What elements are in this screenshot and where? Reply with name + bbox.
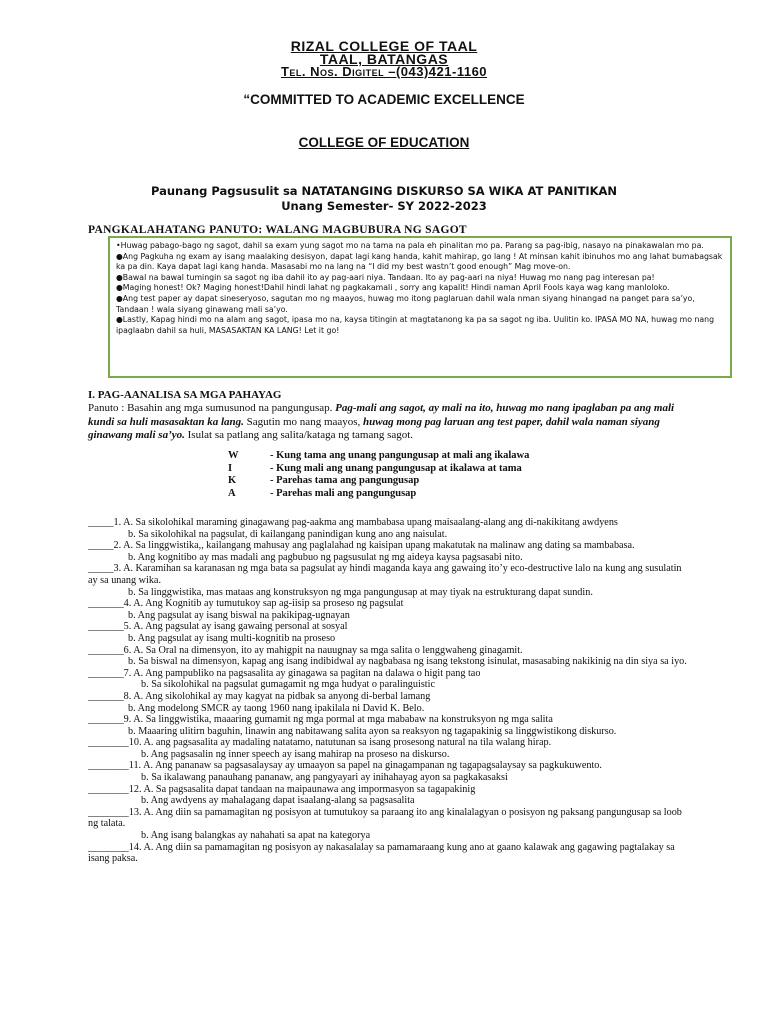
exam-title: Paunang Pagsusulit sa NATATANGING DISKURSO SA WIKA AT PANITIKAN <box>150 184 618 198</box>
reminders-box <box>108 236 732 378</box>
question-item: _______4. A. Ang Kognitib ay tumutukoy sap ag-iisip sa proseso ng pagsulat <box>88 598 404 610</box>
instruction-emphasis: Pag-mali ang sagot, ay mali na ito, huwag mo nang ipaglaban pa ang mali kundi sa huli masasaktan ka lang. <box>88 402 675 428</box>
question-item: b. Sa ikalawang panauhang pananaw, ang pangyayari ay inihahayag ayon sa pagkakasaksi <box>141 772 508 784</box>
legend-row <box>228 463 529 476</box>
question-item: _____1. A. Sa sikolohikal maraming ginagawang pag-aakma ang mambabasa upang maisaalang-alang ang di-nakikitang awdyens <box>88 517 618 528</box>
question-item: ________13. A. Ang diin sa pamamagitan ng posisyon at tumutukoy sa paraang ito ang kinalalagyan o posisyon ng paksang pangungusap sa loob ng talata. <box>88 806 682 830</box>
question-item: _______5. A. Ang pagsulat ay isang gawaing personal at sosyal <box>88 621 348 633</box>
instruction-text: Isulat sa patlang ang salita/kataga ng tamang sagot. <box>184 429 414 441</box>
legend-row <box>228 475 529 488</box>
school-name: RIZAL COLLEGE OF TAAL <box>290 38 478 54</box>
question-item: b. Sa sikolohikal na pagsulat gumagamit ng mga hudyat o paralinguistic <box>141 679 435 691</box>
reminder-note: ●Maging honest! Ok? Maging honest!Dahil hindi lahat ng pagkakamali , sorry ang kapalit! Hindi naman April Fools kaya wag kang manloloko. <box>116 283 670 293</box>
section-instructions <box>88 402 688 443</box>
college-name: COLLEGE OF EDUCATION <box>298 135 470 150</box>
legend-row <box>228 450 529 463</box>
school-telephone: Tel. Nos. Digitel –(043)421-1160 <box>280 64 488 79</box>
instruction-text: Sagutin mo nang maayos, <box>243 415 364 428</box>
question-item: b. Ang pagsulat ay isang multi-kognitib na proseso <box>128 632 336 644</box>
question-item: _____3. A. Karamihan sa karanasan ng mga bata sa pagsulat ay hindi maganda kaya ang gawaing ito’y eco-destructive lalo na kung ang susulatin ay sa unang wika. <box>88 563 682 586</box>
legend-text: - Kung mali ang unang pangungusap at ikalawa at tama <box>270 462 522 474</box>
legend-key: I <box>228 462 233 474</box>
question-item: _______6. A. Sa Oral na dimensyon, ito ay mahigpit na nauugnay sa mga salita o lenggwaheng ginagamit. <box>88 644 523 656</box>
question-item: _____2. A. Sa linggwistika,, kailangang mahusay ang paglalahad ng kaisipan upang makatutak na malinaw ang dating sa mambabasa. <box>88 540 635 552</box>
question-item: ________14. A. Ang diin sa pamamagitan ng posisyon ay nakasalalay sa pamamaraang kung ano at gaano kalawak ang gagawing pagtalakay sa isang paksa. <box>88 841 675 865</box>
legend-text: - Parehas tama ang pangungusap <box>270 475 420 486</box>
question-item: b. Maaaring ulitirn baguhin, linawin ang nabitawang salita ayon sa reaksyon ng tagapakinig sa linggwistikong diskurso. <box>128 725 617 737</box>
reminder-note: •Huwag pabago-bago ng sagot, dahil sa exam yung sagot mo na tama na pala eh pinalitan mo pa. Parang sa pag-ibig, nasayo na pinakawalan mo pa. <box>116 241 704 250</box>
question-item: ________11. A. Ang pananaw sa pagsasalaysay ay umaayon sa papel na ginagampanan ng tagapagsalaysay sa pagkukuwento. <box>88 760 602 772</box>
legend-key: W <box>228 450 239 461</box>
question-item: b. Sa linggwistika, mas mataas ang konstruksyon ng mga pangungusap at may tiyak na estrukturang dapat sundin. <box>128 586 593 598</box>
legend-row <box>228 488 529 501</box>
question-item: _______7. A. Ang pampubliko na pagsasalita ay ginagawa sa pagitan na dalawa o higit pang tao <box>88 667 481 679</box>
school-motto: “COMMITTED TO ACADEMIC EXCELLENCE <box>243 92 525 107</box>
question-item: b. Sa sikolohikal na pagsulat, di kailangang panindigan kung ano ang naisulat. <box>128 528 448 540</box>
instruction-emphasis: huwag mong pag laruan ang test paper, dahil wala naman siyang ginawang mali sa’yo. <box>88 415 660 441</box>
question-item: b. Ang awdyens ay mahalagang dapat isaalang-alang sa pagsasalita <box>141 795 415 807</box>
answer-key-legend <box>228 450 529 500</box>
question-item: b. Ang isang balangkas ay nahahati sa apat na kategorya <box>141 830 371 842</box>
school-location: TAAL, BATANGAS <box>319 51 449 67</box>
question-item: ________12. A. Sa pagsasalita dapat tandaan na maipaunawa ang impormasyon sa tagapakinig <box>88 783 476 795</box>
general-instructions-label: PANGKALAHATANG PANUTO: WALANG MAGBUBURA NG SAGOT <box>88 224 467 236</box>
reminder-note: ●Ang Pagkuha ng exam ay isang maalaking desisyon, dapat lagi kang handa, kahit mahirap, go lang ! At minsan kahit ibinuhos mo ang lahat bumabagsak ka pa din. Kaya dapat lagi kang handa. Masasabi mo na lang na “I did my best wastn’t good enough” Mag move-on. <box>116 251 723 272</box>
reminder-note: ●Ang test paper ay dapat sineseryoso, sagutan mo ng maayos, huwag mo itong paglaruan dahil wala nman siyang hinangad na panget para sa’yo, Tandaan ! wala siyang ginawang mali sa’yo. <box>116 293 695 314</box>
question-item: b. Sa biswal na dimensyon, kapag ang isang indibidwal ay nagbabasa ng isang tekstong isinulat, masasabing nakikinig na din siya sa iyo. <box>128 656 687 668</box>
semester-label: Unang Semester- SY 2022-2023 <box>281 199 487 213</box>
question-item: ________10. A. ang pagsasalita ay madaling natatamo, natutunan sa isang prosesong natural na tila walang hirap. <box>88 737 552 749</box>
instruction-text: Panuto : Basahin ang mga sumusunod na pangungusap. <box>88 402 336 414</box>
question-list <box>88 517 693 865</box>
legend-text: - Kung tama ang unang pangungusap at mali ang ikalawa <box>270 450 530 461</box>
section-title: I. PAG-AANALISA SA MGA PAHAYAG <box>88 389 282 401</box>
question-item: _______8. A. Ang sikolohikal ay may kagyat na pidbak sa anyong di-berbal lamang <box>88 690 431 702</box>
reminder-note: ●Bawal na bawal tumingin sa sagot ng iba dahil ito ay pag-aari niya. Tandaan. Ito ay pag-aari na niya! Huwag mo nang pag interesan pa! <box>116 272 655 282</box>
question-item: b. Ang pagsasalin ng inner speech ay isang mahirap na proseso na diskurso. <box>141 748 450 760</box>
question-item: b. Ang modelong SMCR ay taong 1960 nang ipakilala ni David K. Belo. <box>128 702 425 714</box>
question-item: _______9. A. Sa linggwistika, maaaring gumamit ng mga pormal at mga mababaw na konstruksyon ng mga salita <box>88 714 553 726</box>
legend-text: - Parehas mali ang pangungusap <box>270 487 417 499</box>
reminder-note: ●Lastly, Kapag hindi mo na alam ang sagot, ipasa mo na, kaysa titingin at magtatanong ka pa sa sagot ng iba. Uulitin ko. IPASA MO NA, huwag mo nang ipaglaabn dahil sa huli, MASASAKTAN KA LANG! Let it go! <box>116 315 715 335</box>
legend-key: A <box>228 487 236 499</box>
question-item: b. Ang kognitibo ay mas madali ang pagbubuo ng pagsusulat ng mg aideya kaysa pagsasabi nito. <box>128 551 523 563</box>
legend-key: K <box>228 475 237 486</box>
question-item: b. Ang pagsulat ay isang biswal na pakikipag-ugnayan <box>128 609 350 621</box>
